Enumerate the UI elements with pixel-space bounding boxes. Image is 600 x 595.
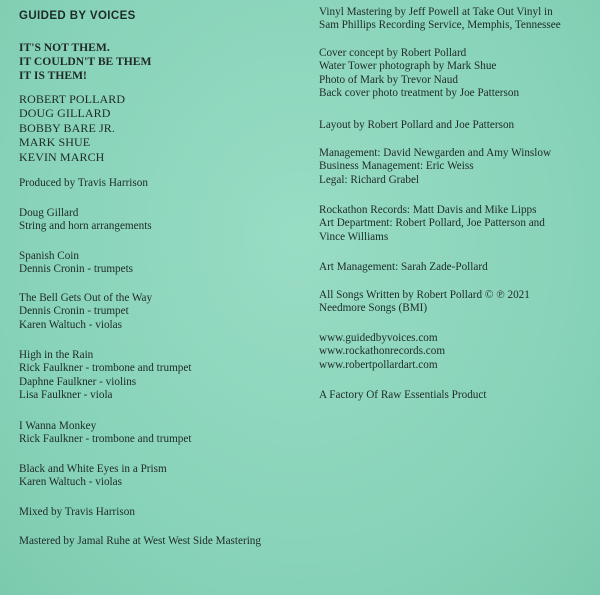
member-name: ROBERT POLLARD (19, 92, 126, 106)
credit-block (319, 147, 551, 187)
credit-line: Art Department: Robert Pollard, Joe Patterson and (319, 217, 545, 230)
credit-block (19, 207, 152, 234)
credit-line: Dennis Cronin - trumpet (19, 305, 129, 318)
mastered-by: Mastered by Jamal Ruhe at West West Side Mastering (19, 535, 261, 547)
produced-by: Produced by Travis Harrison (19, 177, 148, 189)
credit-line: The Bell Gets Out of the Way (19, 292, 153, 304)
credit-line: Black and White Eyes in a Prism (19, 463, 167, 475)
band-name: GUIDED BY VOICES (19, 10, 136, 22)
credit-line: Karen Waltuch - violas (19, 318, 122, 331)
credit-line: Photo of Mark by Trevor Naud (319, 73, 458, 86)
credit-block (19, 463, 167, 490)
credit-line: Rick Faulkner - trombone and trumpet (19, 433, 192, 446)
credit-line: Management: David Newgarden and Amy Winslow (319, 147, 552, 159)
credit-line: Daphne Faulkner - violins (19, 375, 137, 388)
credit-line: Dennis Cronin - trumpets (19, 263, 134, 276)
album-title (19, 41, 151, 82)
credit-block (19, 250, 133, 277)
album-title-line: IT COULDN'T BE THEM (19, 54, 152, 68)
credit-line: Business Management: Eric Weiss (319, 160, 474, 173)
factory-credit: A Factory Of Raw Essentials Product (319, 389, 487, 401)
credit-line: Sam Phillips Recording Service, Memphis, Tennessee (319, 19, 561, 32)
credit-block (319, 47, 519, 101)
credit-line: Vince Williams (319, 230, 389, 243)
website-link[interactable]: www.rockathonrecords.com (319, 345, 446, 358)
member-name: MARK SHUE (19, 135, 91, 150)
credit-line: Back cover photo treatment by Joe Patterson (319, 87, 520, 100)
credit-line: Cover concept by Robert Pollard (319, 47, 467, 59)
credit-line: Legal: Richard Grabel (319, 173, 420, 186)
credit-line: String and horn arrangements (19, 220, 152, 233)
credit-line: Spanish Coin (19, 250, 79, 262)
credit-line: Layout by Robert Pollard and Joe Patterson (319, 119, 515, 131)
credit-line: Water Tower photograph by Mark Shue (319, 60, 497, 73)
credit-line: I Wanna Monkey (19, 420, 97, 432)
credit-block (19, 292, 152, 332)
web-links (319, 332, 445, 372)
credit-line: Lisa Faulkner - viola (19, 389, 113, 402)
credit-block (319, 204, 545, 244)
credit-line: Needmore Songs (BMI) (319, 302, 428, 315)
member-name: KEVIN MARCH (19, 149, 105, 164)
website-link[interactable]: www.guidedbyvoices.com (319, 332, 438, 344)
credit-block (19, 349, 191, 403)
website-link[interactable]: www.robertpollardart.com (319, 358, 438, 371)
album-title-line: IT'S NOT THEM. (19, 41, 110, 54)
credit-line: Rockathon Records: Matt Davis and Mike Lipps (319, 204, 537, 216)
member-name: DOUG GILLARD (19, 106, 111, 121)
credit-line: Art Management: Sarah Zade-Pollard (319, 261, 488, 273)
credit-block (319, 6, 561, 33)
credit-block (19, 420, 191, 447)
member-name: BOBBY BARE JR. (19, 120, 115, 135)
band-members (19, 92, 125, 164)
credit-line: High in the Rain (19, 349, 94, 361)
mixed-by: Mixed by Travis Harrison (19, 506, 135, 518)
credit-line: Rick Faulkner - trombone and trumpet (19, 362, 192, 375)
credit-line: Doug Gillard (19, 207, 79, 219)
album-title-line: IT IS THEM! (19, 68, 87, 82)
credit-block (319, 289, 530, 316)
credit-line: Vinyl Mastering by Jeff Powell at Take Out Vinyl in (319, 6, 553, 18)
credit-line: All Songs Written by Robert Pollard © ℗ 2021 (319, 289, 530, 301)
credit-line: Karen Waltuch - violas (19, 476, 122, 489)
